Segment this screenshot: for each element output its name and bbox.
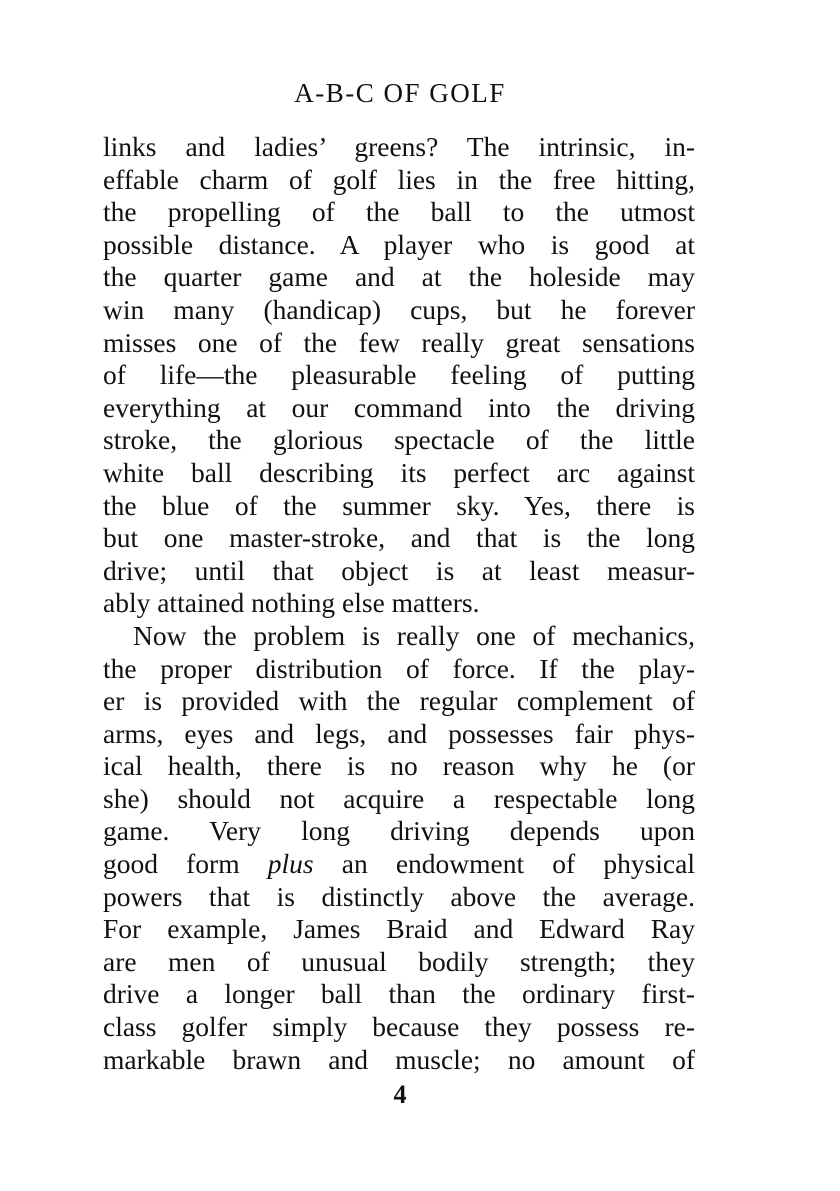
text-line: but one master-stroke, and that is the long: [103, 522, 695, 554]
text-line: she) should not acquire a respectable long: [103, 782, 695, 814]
running-head: A-B-C OF GOLF: [294, 78, 506, 108]
page-number: 4: [393, 1080, 407, 1109]
text-line: game. Very long driving depends upon: [103, 815, 695, 847]
text-line: white ball describing its perfect arc against: [103, 456, 695, 488]
text-line: are men of unusual bodily strength; they: [103, 945, 695, 977]
text-line: er is provided with the regular complement of: [103, 685, 695, 717]
text-line: everything at our command into the driving: [103, 391, 695, 423]
text-line-with-italic: [103, 848, 695, 881]
text-line: ical health, there is no reason why he (or: [103, 750, 695, 782]
text-line: the blue of the summer sky. Yes, there is: [103, 489, 695, 521]
text-line: effable charm of golf lies in the free hitting,: [103, 163, 695, 195]
body-text: [103, 131, 695, 1076]
text-line: of life—the pleasurable feeling of putting: [103, 359, 695, 391]
paragraph-start-line: Now the problem is really one of mechanics,: [133, 619, 695, 651]
text-line: markable brawn and muscle; no amount of: [103, 1043, 695, 1075]
text-line: ably attained nothing else matters.: [103, 587, 480, 619]
text-line: misses one of the few really great sensations: [103, 326, 695, 358]
text-line: drive; until that object is at least measur-: [103, 554, 695, 586]
text-line: arms, eyes and legs, and possesses fair phys-: [103, 717, 695, 749]
text-line: class golfer simply because they possess re-: [103, 1011, 695, 1043]
text-segment: good form: [103, 848, 268, 880]
text-line: possible distance. A player who is good at: [103, 228, 695, 260]
text-line: win many (handicap) cups, but he forever: [103, 293, 695, 325]
text-segment: an endowment of physical: [313, 848, 695, 880]
text-line: the proper distribution of force. If the play-: [103, 652, 695, 684]
italic-word: plus: [267, 848, 314, 880]
text-line: the propelling of the ball to the utmost: [103, 196, 695, 228]
text-line: For example, James Braid and Edward Ray: [103, 913, 695, 945]
text-line: drive a longer ball than the ordinary first-: [103, 978, 695, 1010]
text-line: powers that is distinctly above the average.: [103, 880, 695, 912]
text-line: stroke, the glorious spectacle of the little: [103, 424, 695, 456]
text-line: links and ladies’ greens? The intrinsic, in-: [103, 131, 695, 162]
text-line: the quarter game and at the holeside may: [103, 261, 695, 293]
